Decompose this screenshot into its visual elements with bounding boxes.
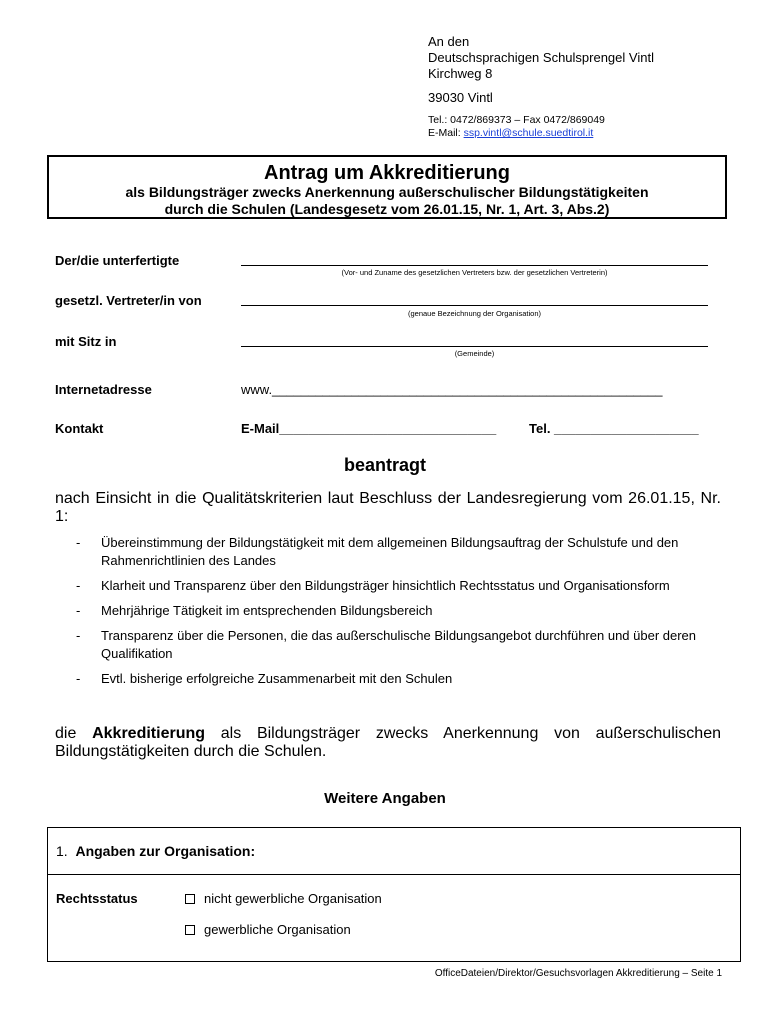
page-footer: OfficeDateien/Direktor/Gesuchsvorlagen Akkreditierung – Seite 1 xyxy=(434,968,722,979)
email-label: E-Mail: xyxy=(428,127,464,139)
representative-hint: (genaue Bezeichnung der Organisation) xyxy=(407,309,541,318)
recipient-line: Kirchweg 8 xyxy=(428,66,493,81)
recipient-line: An den xyxy=(428,34,470,49)
option-non-commercial[interactable] xyxy=(185,891,382,906)
criteria-list xyxy=(76,534,726,695)
recipient-email-row xyxy=(428,127,654,140)
option-commercial-label: gewerbliche Organisation xyxy=(204,922,351,937)
recipient-city: 39030 Vintl xyxy=(428,90,493,105)
legal-status-label: Rechtsstatus xyxy=(56,891,138,906)
list-item xyxy=(76,534,726,570)
recipient-phone: Tel.: 0472/869373 – Fax 0472/869049 xyxy=(428,114,605,126)
section-header xyxy=(48,828,740,875)
checkbox-commercial[interactable] xyxy=(185,925,195,935)
title-box xyxy=(47,155,727,219)
list-item xyxy=(76,670,726,688)
list-item xyxy=(76,627,726,663)
undersigned-label: Der/die unterfertigte xyxy=(55,253,180,268)
conclusion-rest: als Bildungsträger zwecks Anerkennung von außerschulischen Bildungstätigkeiten durch die Schulen. xyxy=(55,725,722,760)
checkbox-non-commercial[interactable] xyxy=(185,894,195,904)
list-item xyxy=(76,577,726,595)
undersigned-hint: (Vor- und Zuname des gesetzlichen Vertreters bzw. der gesetzlichen Vertreterin) xyxy=(341,268,608,277)
conclusion-prefix: die xyxy=(55,725,93,742)
subtitle-line-2: durch die Schulen (Landesgesetz vom 26.01.15, Nr. 1, Art. 3, Abs.2) xyxy=(164,201,610,217)
further-heading: Weitere Angaben xyxy=(324,790,446,807)
bullet-dash: - xyxy=(76,578,81,593)
list-item-text: Evtl. bisherige erfolgreiche Zusammenarbeit mit den Schulen xyxy=(101,671,453,686)
seat-label: mit Sitz in xyxy=(55,334,117,349)
subtitle-line-1: als Bildungsträger zwecks Anerkennung außerschulischer Bildungstätigkeiten xyxy=(125,184,649,200)
conclusion-paragraph xyxy=(55,725,721,761)
option-non-commercial-label: nicht gewerbliche Organisation xyxy=(204,891,382,906)
intro-paragraph xyxy=(55,490,721,526)
undersigned-field[interactable] xyxy=(241,264,708,266)
representative-field[interactable] xyxy=(241,304,708,306)
web-field[interactable]: www.______________________________________________________ xyxy=(241,382,663,397)
seat-field[interactable] xyxy=(241,345,708,347)
representative-label: gesetzl. Vertreter/in von xyxy=(55,293,202,308)
section-title: Angaben zur Organisation: xyxy=(75,843,256,859)
bullet-dash: - xyxy=(76,603,81,618)
option-commercial[interactable] xyxy=(185,922,351,937)
list-item-text: Transparenz über die Personen, die das außerschulische Bildungsangebot durchführen und über deren Qualifikation xyxy=(101,628,697,661)
section-number: 1. xyxy=(56,843,68,859)
contact-label: Kontakt xyxy=(55,421,104,436)
list-item xyxy=(76,602,726,620)
conclusion-text xyxy=(55,725,721,761)
bullet-dash: - xyxy=(76,671,81,686)
contact-email-field[interactable]: E-Mail______________________________ xyxy=(241,421,497,436)
seat-hint: (Gemeinde) xyxy=(454,349,495,358)
page-title: Antrag um Akkreditierung xyxy=(264,162,510,184)
bullet-dash: - xyxy=(76,628,81,643)
email-link[interactable]: ssp.vintl@schule.suedtirol.it xyxy=(463,127,594,139)
list-item-text: Mehrjährige Tätigkeit im entsprechenden Bildungsbereich xyxy=(101,603,433,618)
list-item-text: Übereinstimmung der Bildungstätigkeit mit dem allgemeinen Bildungsauftrag der Schulstufe und den Rahmenrichtlinien des Landes xyxy=(101,535,679,568)
web-label: Internetadresse xyxy=(55,382,152,397)
list-item-text: Klarheit und Transparenz über den Bildungsträger hinsichtlich Rechtsstatus und Organisationsform xyxy=(101,578,670,593)
bullet-dash: - xyxy=(76,535,81,550)
requests-heading: beantragt xyxy=(343,455,426,475)
recipient-address xyxy=(428,34,654,140)
recipient-line: Deutschsprachigen Schulsprengel Vintl xyxy=(428,50,654,65)
intro-text: nach Einsicht in die Qualitätskriterien laut Beschluss der Landesregierung vom 26.01.15, Nr. 1: xyxy=(55,490,721,525)
organisation-table xyxy=(47,827,741,962)
conclusion-bold: Akkreditierung xyxy=(92,725,206,742)
contact-phone-field[interactable]: Tel. ____________________ xyxy=(529,421,699,436)
